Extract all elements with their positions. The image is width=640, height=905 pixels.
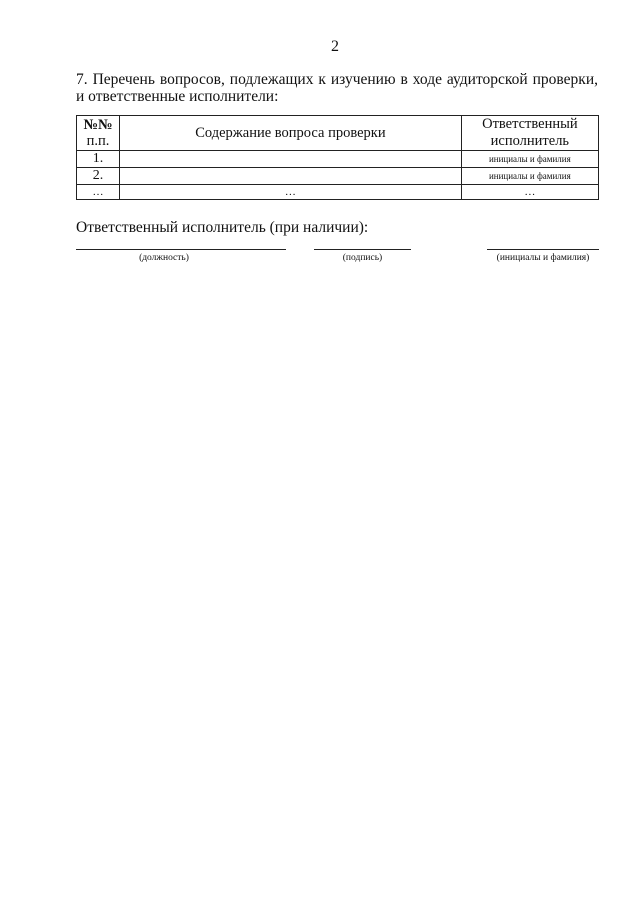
row-executor[interactable]: инициалы и фамилия [461, 151, 598, 168]
row-executor: … [461, 185, 598, 200]
table-row [77, 168, 599, 185]
header-number-line2: п.п. [86, 133, 110, 149]
table-row [77, 185, 599, 200]
table-header-row [77, 116, 599, 151]
signature-caption: (подпись) [342, 253, 383, 263]
table-row [77, 151, 599, 168]
row-content[interactable] [120, 151, 462, 168]
position-caption: (должность) [139, 253, 189, 263]
section-title [76, 71, 598, 105]
header-content: Содержание вопроса проверки [120, 116, 462, 151]
row-content: … [120, 185, 462, 200]
row-number: … [77, 185, 120, 200]
row-executor[interactable]: инициалы и фамилия [461, 168, 598, 185]
row-number: 2. [77, 168, 120, 185]
section-title-line1: 7. Перечень вопросов, подлежащих к изучению в ходе аудиторской проверки, [76, 71, 598, 88]
header-executor-line2: исполнитель [490, 133, 570, 149]
page-number: 2 [331, 38, 339, 55]
position-line[interactable] [76, 249, 286, 250]
header-number-line1: №№ [83, 117, 113, 133]
section-title-line2: и ответственные исполнители: [76, 88, 279, 105]
row-number: 1. [77, 151, 120, 168]
row-content[interactable] [120, 168, 462, 185]
name-line[interactable] [487, 249, 599, 250]
header-number [77, 116, 120, 151]
name-caption: (инициалы и фамилия) [496, 253, 590, 263]
responsible-label: Ответственный исполнитель (при наличии): [76, 219, 369, 236]
questions-table [76, 115, 599, 200]
signature-line[interactable] [314, 249, 411, 250]
header-executor [461, 116, 598, 151]
header-executor-line1: Ответственный [482, 116, 578, 132]
